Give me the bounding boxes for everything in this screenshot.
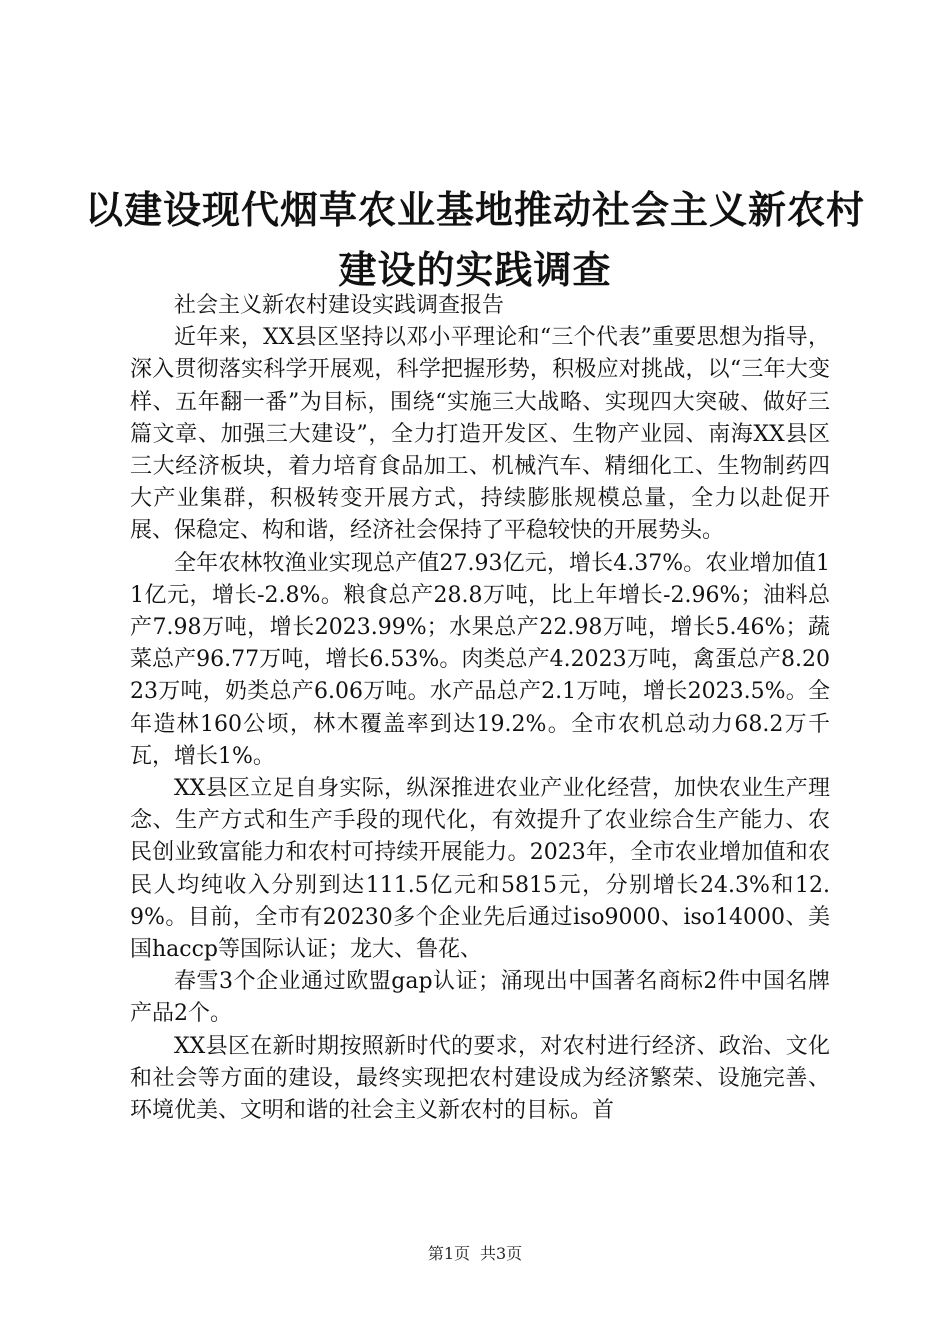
page-footer	[0, 1243, 950, 1265]
subtitle-paragraph: 社会主义新农村建设实践调查报告	[174, 293, 505, 318]
document-body	[130, 290, 830, 1127]
body-paragraph: XX县区在新时期按照新时代的要求，对农村进行经济、政治、文化和社会等方面的建设，最终实现把农村建设成为经济繁荣、设施完善、环境优美、文明和谐的社会主义新农村的目标。首	[130, 1033, 830, 1124]
body-paragraph: 春雪3个企业通过欧盟gap认证；涌现出中国著名商标2件中国名牌产品2个。	[130, 969, 830, 1027]
body-paragraph: 全年农林牧渔业实现总产值27.93亿元，增长4.37%。农业增加值11亿元，增长-2.8%。粮食总产28.8万吨，比上年增长-2.96%；油料总产7.98万吨，增长2023.99%；水果总产22.98万吨，增长5.46%；蔬菜总产96.77万吨，增长6.53%。肉类总产4.2023万吨，禽蛋总产8.2023万吨，奶类总产6.06万吨。水产品总产2.1万吨，增长2023.5%。全年造林160公顷，林木覆盖率到达19.2%。全市农机总动力68.2万千瓦，增长1%。	[130, 550, 830, 769]
page-number: 第1页	[427, 1244, 470, 1263]
page-total: 共3页	[480, 1244, 523, 1263]
document-title-line-1: 以建设现代烟草农业基地推动社会主义新农村	[84, 187, 865, 232]
body-paragraph: XX县区立足自身实际，纵深推进农业产业化经营，加快农业生产理念、生产方式和生产手段的现代化，有效提升了农业综合生产能力、农民创业致富能力和农村可持续开展能力。2023年，全市农业增加值和农民人均纯收入分别到达111.5亿元和5815元，分别增长24.3%和12.9%。目前，全市有20230多个企业先后通过iso9000、iso14000、美国haccp等国际认证；龙大、鲁花、	[130, 776, 830, 963]
body-paragraph: 近年来，XX县区坚持以邓小平理论和“三个代表”重要思想为指导，深入贯彻落实科学开展观，科学把握形势，积极应对挑战，以“三年大变样、五年翻一番”为目标，围绕“实施三大战略、实现四大突破、做好三篇文章、加强三大建设”，全力打造开发区、生物产业园、南海XX县区三大经济板块，着力培育食品加工、机械汽车、精细化工、生物制药四大产业集群，积极转变开展方式，持续膨胀规模总量，全力以赴促开展、保稳定、构和谐，经济社会保持了平稳较快的开展势头。	[130, 325, 830, 544]
document-title-line-2: 建设的实践调查	[338, 247, 612, 292]
